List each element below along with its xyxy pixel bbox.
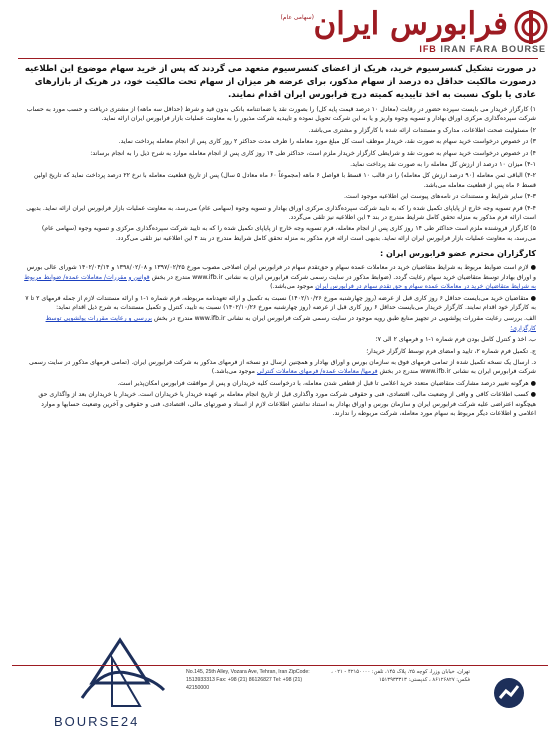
bourse24-watermark: BOURSE24 [54,714,140,729]
brand-en-rest: IRAN FARA BOURSE [440,44,546,54]
brand-header [220,6,550,58]
condition-item: ۴) در خصوص درخواست خرید سهام به صورت نقد و شرایطی کارگزار خریدار ملزم است، حداکثر طی ۱۴ روز کاری پس از انجام معامله موارد به شرح ذیل را به انجام برساند: [90,149,536,157]
broker-item: ج. تکمیل فرم شماره ۲، تایید و امضای فرم توسط کارگزار خریدار؛ [366,347,536,355]
broker-item-text: ● لازم است ضوابط مربوط به شرایط متقاضیان خرید در معاملات عمده سهام و حق‌تقدم سهام در فرابورس ایران اصلاحی مصوب مورخ ۱۳۹۷/۰۲/۲۵ و ۱۳۹۸/۰۲/۰۸ و ۱۴۰۲/۰۴/۱۴ شورای عالی بورس و اوراق بهادار توسط متقاضیان خرید سهام رعایت گردد. (ضوابط مذکور در سایت رسمی شرکت فرابورس ایران به نشانی www.ifb.ir مندرج در بخش [26,264,536,281]
forms-link[interactable]: فرمها/ معاملات عمده/ فرمهای معاملات کنترلی [256,368,378,376]
brokers-heading: کارگزاران محترم عضو فرابورس ایران : [379,249,536,259]
brand-note: (سهامی عام) [280,14,314,21]
broker-item: ● کسب اطلاعات کافی و وافی از وضعیت مالی، اقتصادی، فنی و حقوقی شرکت مورد واگذاری قبل از تاریخ انجام معامله بر عهده خریدار یا خریداران است. خریدار یا خریداران بعد از واگذاری حق هیچگونه اعتراضی علیه شرکت فرابورس ایران و سازمان بورس و اوراق بهادار به استناد نداشتن اطلاعات لازم از اسناد و صورتهای مالی، اقتصادی، فنی و حقوقی و آخرین وضعیت حسابها و موارد اعلامی و اطلاعات دیگر مربوط به سهام مورد معامله، شرکت مربوطه را ندارند. [38,391,536,417]
header-divider [18,58,538,59]
condition-item: ۴-۱) میزان ۱۰ درصد از ارزش کل معامله را به صورت نقد پرداخت نماید. [350,161,536,169]
brand-en-prefix: IFB [419,44,437,54]
forms-tail: موجود می‌باشد.) [211,368,255,376]
condition-item: ۳) در خصوص درخواست خرید سهام به صورت نقد، خریدار موظف است کل مبلغ مورد معامله را ظرف مدت حداکثر ۲ روز کاری پس از انجام معامله پرداخت نماید. [118,138,536,146]
footer-address-en: No.145, 25th Alley, Vozara Ave, Tehran, Iran ZipCode: 1513933313 Fax: +98 (21) 86126827 Tel: +98 (21) 42150000 [186,669,310,691]
aml-link[interactable]: بررسی و رعایت مقررات پولشویی توسط کارگزاری؛ [45,315,536,332]
broker-item [22,358,536,377]
broker-item: ● متقاضیان خرید می‌بایست حداقل ۶ روز کاری قبل از عرضه (روز چهارشنبه مورخ ۱۴۰۲/۱۰/۲۶) نسبت به تکمیل و ارائه تعهدنامه مربوطه، فرم شماره ۱-۱ و ارائه مستندات لازم از جمله فرمهای ۲ تا ۷ به کارگزار خود اقدام نمایند. کارگزار خریدار می‌بایست حداقل ۶ روز کاری قبل از عرضه (روز چهارشنبه مورخ ۱۴۰۲/۱۰/۲۶) نسبت به تایید، کنترل و تکمیل مستندات به شرح ذیل اقدام نماید: [25,294,536,311]
broker-item [22,263,536,291]
document-body [22,63,536,420]
condition-item: ۲) مسئولیت صحت اطلاعات، مدارک و مستندات ارائه شده با کارگزار و مشتری می‌باشد. [308,126,536,134]
brand-name-fa: فرابورس ایران [313,6,508,42]
footer-address-fa: تهران، خیابان وزرا، کوچه ۲۵، پلاک ۱۴۵، تلفن: ۴۲۱۵۰۰۰۰ - ۰۲۱ ، فکس: ۸۶۱۲۶۸۲۷ ، کدپستی: ۱۵۱۳۹۳۳۳۱۳ [331,669,470,683]
condition-item: ۴-۳) سایر شرایط و مستندات در نامه‌های پیوست این اطلاعیه موجود است. [343,193,536,201]
bourse24-logo-icon [52,628,182,728]
condition-item: ۱) کارگزار خریدار می بایست سپرده حضور در رقابت (معادل ۱۰ درصد قیمت پایه کل) را بصورت نقد یا ضمانتنامه بانکی بدون قید و شرط (حداقل سه ماهه) از مشتری دریافت و حسب مورد به حساب شرکت سپرده‌گذاری مرکزی اوراق بهادار و تسویه وجوه واریز و یا به این شرکت تحویل نموده و تاییدیه شرکت مذبور را به معاونت عملیات بازار فرابورس ایران ارائه نماید. [26,106,536,123]
condition-item: ۴-۴) فرم تسویه وجه خارج از پایاپای تکمیل شده را که به تایید شرکت سپرده‌گذاری مرکزی اوراق بهادار و تسویه وجوه (سهامی عام) می‌رسد، به معاونت عملیات بازار فرابورس ایران ارائه نماید. بدیهی است ارائه فرم مذکور به منزله تحقق کامل شرایط مندرج در بند ۴ این اطلاعیه نیز تلقی می‌گردد. [26,204,536,222]
rules-link[interactable]: قوانین و مقررات/ معاملات عمده/ ضوابط مربوط به شرایط متقاضیان خرید در معاملات عمده سهام و حق تقدم سهام در فرابورس ایران [24,273,536,291]
broker-item-text: د. ارسال یک نسخه تکمیل شده از تمامی فرمهای فوق به سازمان بورس و اوراق بهادار و همچنین ارسال دو نسخه از فرمهای مذکور به شرکت فرابورس ایران. (تمامی فرمهای مذکور در سایت رسمی شرکت فرابورس ایران به نشانی www.ifb.ir مندرج در بخش [28,358,536,376]
condition-item: ۵) کارگزار فروشنده ملزم است حداکثر طی ۱۴ روز کاری پس از انجام معامله، فرم تسویه وجه خارج از پایاپای تکمیل شده را که به تایید شرکت سپرده‌گذاری مرکزی و تسویه وجوه (سهامی عام) می‌رسد، به معاونت عملیات بازار فرابورس ایران ارائه نماید. بدیهی است ارائه فرم مذکور به منزله تحقق کامل شرایط مندرج در بند ۴ این اطلاعیه نیز تلقی می‌گردد. [41,225,536,242]
broker-item: ب. اخذ و کنترل کامل بودن فرم شماره ۱-۱ و فرمهای ۲ الی ۷؛ [375,336,536,344]
rules-tail: موجود می‌باشد.) [270,283,314,291]
intro-paragraph: در صورت تشکیل کنسرسیوم خرید، هریک از اعضای کنسرسیوم متعهد می گردند که پس از خرید سهام موضوع این اطلاعیه درصورت مالکیت حداقل ده درصد از سهام مذکور، برای عرضه هر میزان از سهام تحت مالکیت خود، در هریک از بازارهای عادی یا بلوک نسبت به اخذ تاییدیه کمیته درج فرابورس ایران اقدام نمایند. [24,64,536,100]
condition-item: ۴-۲) الباقی ثمن معامله (۹۰ درصد ارزش کل معامله) را در قالب ۱۰ قسط با فواصل ۶ ماهه (مجموعاً ۶۰ ماه معادل ۵ سال) پس از تاریخ قطعیت معامله با نرخ ۲۲ درصد پرداخت نماید که تاریخ اولین قسط ۶ ماه پس از قطعیت معامله می‌باشد. [33,172,536,189]
chart-badge-icon [492,676,526,710]
broker-item-text: الف. بررسی رعایت مقررات پولشویی در تجهیز منابع طبق رویه موجود در سایت رسمی شرکت فرابورس ایران به نشانی www.ifb.ir مندرج در بخش [153,315,536,323]
broker-item: ● هرگونه تغییر درصد مشارکت متقاضیان متعدد خرید اعلامی تا قبل از قطعی شدن معامله، با درخواست کلیه خریداران و پس از موافقت فرابورس امکان‌پذیر است. [117,379,536,387]
broker-item [22,314,536,333]
ifb-logo-icon [514,10,548,44]
footer-divider [12,665,548,666]
brand-name-en [406,44,546,54]
